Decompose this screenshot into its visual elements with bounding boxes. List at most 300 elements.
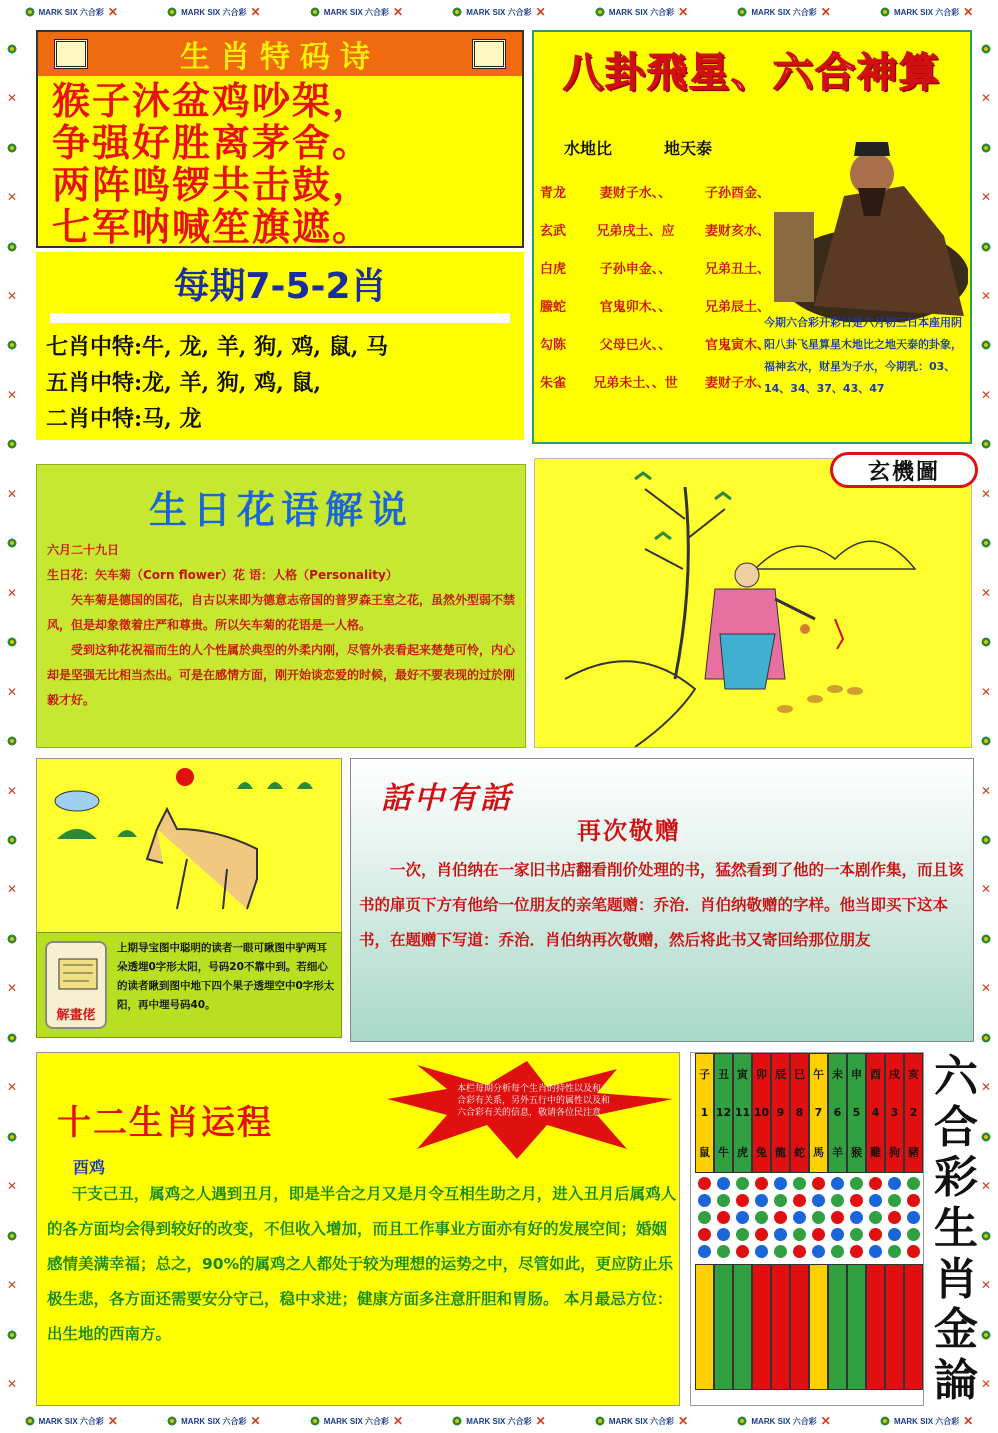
number-ball-icon bbox=[907, 1211, 920, 1224]
flower-icon bbox=[7, 44, 17, 54]
flower-icon bbox=[981, 637, 991, 647]
flower-icon bbox=[167, 7, 177, 17]
bagua-row bbox=[540, 296, 770, 315]
x-icon: ✕ bbox=[963, 5, 974, 19]
number-ball-icon bbox=[774, 1228, 787, 1241]
brand-text: MARK SIX 六合彩 bbox=[323, 1416, 390, 1426]
number-ball-icon bbox=[717, 1245, 730, 1258]
number-ball-icon bbox=[755, 1228, 768, 1241]
riddle-picture bbox=[534, 458, 972, 748]
column-header bbox=[790, 1053, 809, 1173]
x-icon: ✕ bbox=[6, 684, 18, 699]
flower-icon bbox=[595, 7, 605, 17]
previous-riddle-picture bbox=[36, 758, 342, 934]
number-ball-icon bbox=[869, 1194, 882, 1207]
border-brand bbox=[595, 1416, 688, 1427]
flower-title: 生日花语解说 bbox=[148, 487, 413, 532]
table-column bbox=[885, 1053, 904, 1405]
column-header bbox=[771, 1053, 790, 1173]
branch-label: 午 bbox=[813, 1068, 824, 1082]
flower-icon bbox=[981, 143, 991, 153]
top-border bbox=[0, 0, 998, 24]
flower-date: 六月二十九日 bbox=[47, 543, 120, 557]
flower-icon bbox=[7, 439, 17, 449]
flower-icon bbox=[981, 736, 991, 746]
brand-text: MARK SIX 六合彩 bbox=[751, 7, 817, 17]
table-column bbox=[790, 1053, 809, 1405]
number-ball-icon bbox=[850, 1211, 863, 1224]
x-icon: ✕ bbox=[535, 5, 546, 19]
column-footer bbox=[695, 1264, 714, 1390]
number-ball-icon bbox=[850, 1228, 863, 1241]
border-brand bbox=[737, 1416, 830, 1427]
column-footer bbox=[904, 1264, 923, 1390]
column-footer bbox=[885, 1264, 904, 1390]
bagua-line: 妻财亥水、 bbox=[704, 224, 770, 239]
flower-icon bbox=[981, 340, 991, 350]
flower-icon bbox=[7, 736, 17, 746]
animal-label: 龍 bbox=[775, 1145, 786, 1159]
column-footer bbox=[828, 1264, 847, 1390]
column-number: 9 bbox=[776, 1106, 785, 1120]
number-ball-icon bbox=[812, 1177, 825, 1190]
flower-name: 生日花：矢车菊（Corn flower）花 语：人格（Personality） bbox=[47, 568, 398, 582]
x-icon: ✕ bbox=[6, 190, 18, 205]
table-column bbox=[714, 1053, 733, 1405]
donkey-illustration bbox=[37, 759, 341, 933]
brand-text: MARK SIX 六合彩 bbox=[181, 1416, 247, 1426]
branch-label: 卯 bbox=[756, 1068, 767, 1082]
flower-paragraph: 矢车菊是德国的国花，自古以来即为德意志帝国的普罗森王室之花，虽然外型弱不禁风，但是却象徵着庄严和尊贵。所以矢车菊的花语是一人格。 bbox=[47, 593, 516, 632]
number-ball-icon bbox=[907, 1228, 920, 1241]
number-ball-icon bbox=[850, 1194, 863, 1207]
x-icon: ✕ bbox=[980, 783, 992, 798]
number-ball-icon bbox=[812, 1228, 825, 1241]
flower-icon bbox=[981, 44, 991, 54]
poem-line: 两阵鸣锣共击鼓， bbox=[52, 162, 373, 207]
table-title-char: 合 bbox=[934, 1101, 978, 1153]
number-ball-icon bbox=[736, 1194, 749, 1207]
bagua-line: 兄弟辰土、 bbox=[704, 300, 770, 315]
bagua-row bbox=[540, 220, 770, 239]
bagua-line: 子孙酉金、 bbox=[704, 186, 770, 201]
flower-icon bbox=[737, 7, 747, 17]
brand-text: MARK SIX 六合彩 bbox=[893, 1416, 960, 1426]
flower-icon bbox=[7, 1231, 17, 1241]
border-brand bbox=[310, 1416, 403, 1427]
flower-icon bbox=[7, 637, 17, 647]
x-icon: ✕ bbox=[980, 1179, 992, 1194]
branch-label: 申 bbox=[851, 1068, 862, 1082]
column-header bbox=[847, 1053, 866, 1173]
bagua-line: 兄弟未土、、世 bbox=[593, 376, 678, 391]
x-icon: ✕ bbox=[980, 1080, 992, 1095]
brand-text: MARK SIX 六合彩 bbox=[323, 7, 390, 17]
column-number: 1 bbox=[700, 1106, 709, 1120]
words-within-words-panel bbox=[350, 758, 974, 1042]
number-ball-icon bbox=[717, 1211, 730, 1224]
number-ball-icon bbox=[888, 1177, 901, 1190]
border-brand bbox=[880, 7, 973, 18]
column-header bbox=[866, 1053, 885, 1173]
brand-text: MARK SIX 六合彩 bbox=[608, 1416, 675, 1426]
poem-line: 猴子沐盆鸡吵架， bbox=[52, 78, 373, 123]
number-ball-icon bbox=[869, 1228, 882, 1241]
branch-label: 子 bbox=[699, 1068, 710, 1082]
branch-label: 未 bbox=[832, 1068, 843, 1082]
x-icon: ✕ bbox=[250, 1414, 261, 1428]
number-ball-icon bbox=[850, 1177, 863, 1190]
book-icon bbox=[49, 945, 107, 1005]
branch-label: 戌 bbox=[889, 1068, 900, 1082]
x-icon: ✕ bbox=[107, 1414, 118, 1428]
talk-subtitle: 再次敬赠 bbox=[577, 816, 681, 845]
riddle-text: 上期导宝图中聪明的读者一眼可瞅图中驴两耳朵透埋0字形太阳，号码20不靠中到。若细心的读者瞅到图中地下四个果子透埋空中0字形太阳，再中埋号码40。 bbox=[117, 942, 335, 1011]
number-ball-icon bbox=[755, 1194, 768, 1207]
column-number: 7 bbox=[814, 1106, 823, 1120]
number-ball-icon bbox=[698, 1245, 711, 1258]
table-column bbox=[809, 1053, 828, 1405]
zodiac-poem-panel bbox=[36, 30, 524, 248]
animal-label: 兔 bbox=[756, 1145, 767, 1159]
bagua-row bbox=[540, 182, 770, 201]
zodiac-number-table bbox=[690, 1052, 924, 1406]
per-issue-title: 每期7-5-2肖 bbox=[173, 266, 387, 307]
border-brand bbox=[452, 1416, 545, 1427]
animal-label: 牛 bbox=[718, 1145, 729, 1159]
number-ball-icon bbox=[812, 1194, 825, 1207]
number-ball-icon bbox=[736, 1245, 749, 1258]
x-icon: ✕ bbox=[820, 1414, 831, 1428]
border-brand bbox=[595, 7, 688, 18]
number-ball-icon bbox=[698, 1177, 711, 1190]
x-icon: ✕ bbox=[6, 288, 18, 303]
number-ball-icon bbox=[831, 1177, 844, 1190]
square-ornament-icon bbox=[472, 39, 506, 69]
x-icon: ✕ bbox=[980, 1376, 992, 1391]
x-icon: ✕ bbox=[980, 882, 992, 897]
x-icon: ✕ bbox=[980, 1278, 992, 1293]
column-number: 11 bbox=[734, 1106, 751, 1120]
number-ball-icon bbox=[793, 1245, 806, 1258]
flower-icon bbox=[7, 340, 17, 350]
column-number: 2 bbox=[909, 1106, 918, 1120]
column-number: 3 bbox=[890, 1106, 899, 1120]
branch-label: 亥 bbox=[908, 1068, 919, 1082]
x-icon: ✕ bbox=[107, 5, 118, 19]
brand-text: MARK SIX 六合彩 bbox=[181, 7, 247, 17]
flower-icon bbox=[7, 242, 17, 252]
column-header bbox=[695, 1053, 714, 1173]
number-ball-icon bbox=[717, 1228, 730, 1241]
branch-label: 巳 bbox=[794, 1068, 805, 1082]
poem-title: 生肖特码诗 bbox=[180, 40, 380, 75]
border-brand bbox=[167, 1416, 260, 1427]
number-ball-icon bbox=[812, 1245, 825, 1258]
table-column bbox=[733, 1053, 752, 1405]
x-icon: ✕ bbox=[6, 387, 18, 402]
x-icon: ✕ bbox=[980, 585, 992, 600]
number-ball-icon bbox=[717, 1177, 730, 1190]
number-ball-icon bbox=[793, 1194, 806, 1207]
number-ball-icon bbox=[907, 1245, 920, 1258]
bottom-border bbox=[0, 1409, 998, 1433]
column-footer bbox=[790, 1264, 809, 1390]
bagua-row bbox=[540, 334, 770, 353]
x-icon: ✕ bbox=[393, 1414, 404, 1428]
number-ball-icon bbox=[774, 1194, 787, 1207]
star-text: 本栏每期分析每个生肖的持性以及和六合彩有关系，另外五行中的属性以及和六合彩有关的信息，敬请各位民注意 bbox=[457, 1084, 611, 1118]
number-ball-icon bbox=[774, 1177, 787, 1190]
column-number: 8 bbox=[795, 1106, 804, 1120]
x-icon: ✕ bbox=[6, 585, 18, 600]
poem-line: 七军呐喊笙旗遮。 bbox=[52, 204, 373, 249]
table-title-char: 論 bbox=[934, 1354, 978, 1406]
animal-label: 雞 bbox=[870, 1145, 881, 1159]
bagua-spirit: 玄武 bbox=[540, 224, 567, 239]
bagua-spirit: 螣蛇 bbox=[540, 300, 567, 315]
number-ball-icon bbox=[888, 1245, 901, 1258]
two-zodiac-line: 二肖中特:马, 龙 bbox=[46, 406, 202, 432]
bagua-line: 妻财子水、 bbox=[704, 376, 770, 391]
table-column bbox=[828, 1053, 847, 1405]
number-ball-icon bbox=[888, 1194, 901, 1207]
brand-text: MARK SIX 六合彩 bbox=[893, 7, 960, 17]
divider bbox=[50, 313, 510, 323]
flower-icon bbox=[981, 242, 991, 252]
column-number: 10 bbox=[753, 1106, 770, 1120]
flower-icon bbox=[981, 934, 991, 944]
solver-label: 解畫佬 bbox=[56, 1008, 96, 1023]
x-icon: ✕ bbox=[980, 190, 992, 205]
flower-icon bbox=[7, 1330, 17, 1340]
border-brand bbox=[880, 1416, 973, 1427]
border-brand bbox=[310, 7, 403, 18]
x-icon: ✕ bbox=[6, 1179, 18, 1194]
flower-icon bbox=[25, 7, 35, 17]
bagua-panel bbox=[532, 30, 972, 444]
column-footer bbox=[847, 1264, 866, 1390]
x-icon: ✕ bbox=[6, 882, 18, 897]
flower-icon bbox=[981, 835, 991, 845]
flower-icon bbox=[7, 934, 17, 944]
bagua-line: 妻财子水、、 bbox=[599, 186, 672, 201]
flower-icon bbox=[7, 1033, 17, 1043]
table-title bbox=[926, 1052, 986, 1406]
per-issue-panel bbox=[36, 252, 524, 440]
column-number: 6 bbox=[833, 1106, 842, 1120]
border-brand bbox=[452, 7, 545, 18]
number-ball-icon bbox=[888, 1228, 901, 1241]
x-icon: ✕ bbox=[820, 5, 831, 19]
flower-icon bbox=[7, 1132, 17, 1142]
number-ball-icon bbox=[755, 1245, 768, 1258]
number-ball-icon bbox=[793, 1228, 806, 1241]
number-ball-icon bbox=[736, 1211, 749, 1224]
flower-icon bbox=[880, 7, 890, 17]
flower-icon bbox=[7, 835, 17, 845]
number-ball-icon bbox=[755, 1177, 768, 1190]
x-icon: ✕ bbox=[678, 5, 689, 19]
flower-icon bbox=[452, 7, 462, 17]
number-ball-icon bbox=[717, 1194, 730, 1207]
bagua-row bbox=[540, 372, 770, 391]
number-ball-icon bbox=[869, 1245, 882, 1258]
flower-icon bbox=[25, 1416, 35, 1426]
column-footer bbox=[714, 1264, 733, 1390]
animal-label: 虎 bbox=[737, 1145, 748, 1159]
x-icon: ✕ bbox=[963, 1414, 974, 1428]
number-ball-icon bbox=[850, 1245, 863, 1258]
x-icon: ✕ bbox=[678, 1414, 689, 1428]
bagua-line: 官鬼寅木、 bbox=[704, 338, 770, 353]
table-column bbox=[904, 1053, 923, 1405]
column-footer bbox=[771, 1264, 790, 1390]
border-brand bbox=[25, 1416, 118, 1427]
bagua-line: 兄弟丑土、 bbox=[704, 262, 770, 277]
table-column bbox=[752, 1053, 771, 1405]
column-header bbox=[752, 1053, 771, 1173]
column-footer bbox=[866, 1264, 885, 1390]
number-ball-icon bbox=[812, 1211, 825, 1224]
column-header bbox=[904, 1053, 923, 1173]
sage-figure-image bbox=[754, 116, 968, 322]
animal-label: 羊 bbox=[832, 1145, 843, 1159]
square-ornament-icon bbox=[54, 39, 88, 69]
solver-icon bbox=[45, 941, 107, 1029]
brand-text: MARK SIX 六合彩 bbox=[751, 1416, 817, 1426]
number-ball-icon bbox=[698, 1194, 711, 1207]
border-brand bbox=[737, 7, 830, 18]
birthday-flower-panel bbox=[36, 464, 526, 748]
branch-label: 丑 bbox=[718, 1068, 729, 1082]
x-icon: ✕ bbox=[6, 1278, 18, 1293]
x-icon: ✕ bbox=[980, 486, 992, 501]
x-icon: ✕ bbox=[6, 91, 18, 106]
x-icon: ✕ bbox=[6, 783, 18, 798]
x-icon: ✕ bbox=[6, 981, 18, 996]
bagua-line: 官鬼卯木、、 bbox=[599, 300, 672, 315]
bagua-spirit: 白虎 bbox=[540, 262, 567, 277]
number-ball-icon bbox=[888, 1211, 901, 1224]
bagua-line: 兄弟戌土、应 bbox=[596, 224, 675, 239]
bagua-line: 父母巳火、、 bbox=[599, 338, 672, 353]
bagua-title: 八卦飛星、六合神算 bbox=[563, 49, 941, 96]
x-icon: ✕ bbox=[980, 387, 992, 402]
branch-label: 酉 bbox=[870, 1068, 881, 1082]
column-footer bbox=[733, 1264, 752, 1390]
x-icon: ✕ bbox=[980, 981, 992, 996]
number-ball-icon bbox=[831, 1228, 844, 1241]
flower-icon bbox=[595, 1416, 605, 1426]
bagua-spirit: 青龙 bbox=[540, 186, 567, 201]
brand-text: MARK SIX 六合彩 bbox=[38, 1416, 104, 1426]
flower-icon bbox=[737, 1416, 747, 1426]
number-ball-icon bbox=[755, 1211, 768, 1224]
number-ball-icon bbox=[831, 1194, 844, 1207]
column-number: 4 bbox=[871, 1106, 880, 1120]
seven-zodiac-line: 七肖中特:牛, 龙, 羊, 狗, 鸡, 鼠, 马 bbox=[46, 334, 389, 360]
table-column bbox=[771, 1053, 790, 1405]
x-icon: ✕ bbox=[980, 288, 992, 303]
flower-icon bbox=[167, 1416, 177, 1426]
x-icon: ✕ bbox=[980, 91, 992, 106]
border-brand bbox=[167, 7, 260, 18]
border-brand bbox=[25, 7, 118, 18]
table-title-char: 彩 bbox=[934, 1152, 978, 1204]
zodiac-fortune-panel bbox=[36, 1052, 680, 1406]
flower-icon bbox=[7, 538, 17, 548]
number-ball-icon bbox=[774, 1245, 787, 1258]
bagua-line: 子孙申金、、 bbox=[599, 262, 672, 277]
number-ball-icon bbox=[907, 1177, 920, 1190]
zodiac-sign: 酉鸡 bbox=[73, 1158, 106, 1177]
x-icon: ✕ bbox=[6, 1080, 18, 1095]
riddle-answer-panel bbox=[36, 932, 342, 1038]
flower-icon bbox=[310, 7, 320, 17]
number-ball-icon bbox=[793, 1211, 806, 1224]
poem-header bbox=[38, 32, 522, 76]
x-icon: ✕ bbox=[535, 1414, 546, 1428]
animal-label: 鼠 bbox=[699, 1145, 710, 1159]
flower-icon bbox=[981, 439, 991, 449]
x-icon: ✕ bbox=[6, 486, 18, 501]
brand-text: MARK SIX 六合彩 bbox=[38, 7, 104, 17]
brand-text: MARK SIX 六合彩 bbox=[608, 7, 675, 17]
column-footer bbox=[752, 1264, 771, 1390]
branch-label: 辰 bbox=[775, 1068, 786, 1082]
x-icon: ✕ bbox=[6, 1376, 18, 1391]
table-title-char: 肖 bbox=[934, 1253, 978, 1305]
bagua-row bbox=[540, 258, 770, 277]
table-column bbox=[847, 1053, 866, 1405]
animal-label: 猴 bbox=[851, 1145, 862, 1159]
column-header bbox=[733, 1053, 752, 1173]
column-footer bbox=[809, 1264, 828, 1390]
number-ball-icon bbox=[907, 1194, 920, 1207]
animal-label: 蛇 bbox=[794, 1145, 805, 1159]
table-column bbox=[866, 1053, 885, 1405]
column-header bbox=[809, 1053, 828, 1173]
talk-title: 話中有話 bbox=[381, 781, 513, 816]
mystery-chart-badge: 玄機圖 bbox=[830, 452, 978, 488]
number-ball-icon bbox=[736, 1177, 749, 1190]
column-header bbox=[828, 1053, 847, 1173]
x-icon: ✕ bbox=[250, 5, 261, 19]
brand-text: MARK SIX 六合彩 bbox=[466, 7, 532, 17]
flower-icon bbox=[981, 538, 991, 548]
five-zodiac-line: 五肖中特:龙, 羊, 狗, 鸡, 鼠, bbox=[46, 370, 322, 396]
bagua-note: 今期六合彩开彩日是六月初三日本座用阴阳八卦飞星算星木地比之地天泰的卦象，福神玄水，财星为子水，今期乳：03、14、34、37、43、47 bbox=[764, 316, 962, 395]
animal-label: 馬 bbox=[813, 1145, 824, 1159]
bagua-spirit: 勾陈 bbox=[540, 338, 567, 353]
x-icon: ✕ bbox=[393, 5, 404, 19]
zodiac-body: 干支己丑，属鸡之人遇到丑月，即是半合之月又是月令互相生助之月，进入丑月后属鸡人的各方面均会得到较好的改变，不但收入增加，而且工作事业方面亦有好的发展空间；婚姻感情美满幸福；总之，90%的属鸡之人都处于较为理想的运势之中，尽管如此，更应防止乐极生悲，各方面还需要安分守己，稳中求进；健康方面多注意肝胆和胃肠。 本月最忌方位：出生地的西南方。 bbox=[47, 1185, 677, 1343]
number-ball-icon bbox=[831, 1211, 844, 1224]
number-ball-icon bbox=[698, 1228, 711, 1241]
animal-label: 狗 bbox=[889, 1145, 900, 1159]
table-title-char: 金 bbox=[934, 1304, 978, 1356]
table-title-char: 生 bbox=[934, 1202, 978, 1254]
table-title-char: 六 bbox=[934, 1051, 978, 1103]
number-ball-icon bbox=[793, 1177, 806, 1190]
column-number: 5 bbox=[852, 1106, 861, 1120]
gua-left: 水地比 bbox=[564, 139, 613, 158]
flower-icon bbox=[310, 1416, 320, 1426]
table-column bbox=[695, 1053, 714, 1405]
number-ball-icon bbox=[869, 1177, 882, 1190]
flower-icon bbox=[452, 1416, 462, 1426]
